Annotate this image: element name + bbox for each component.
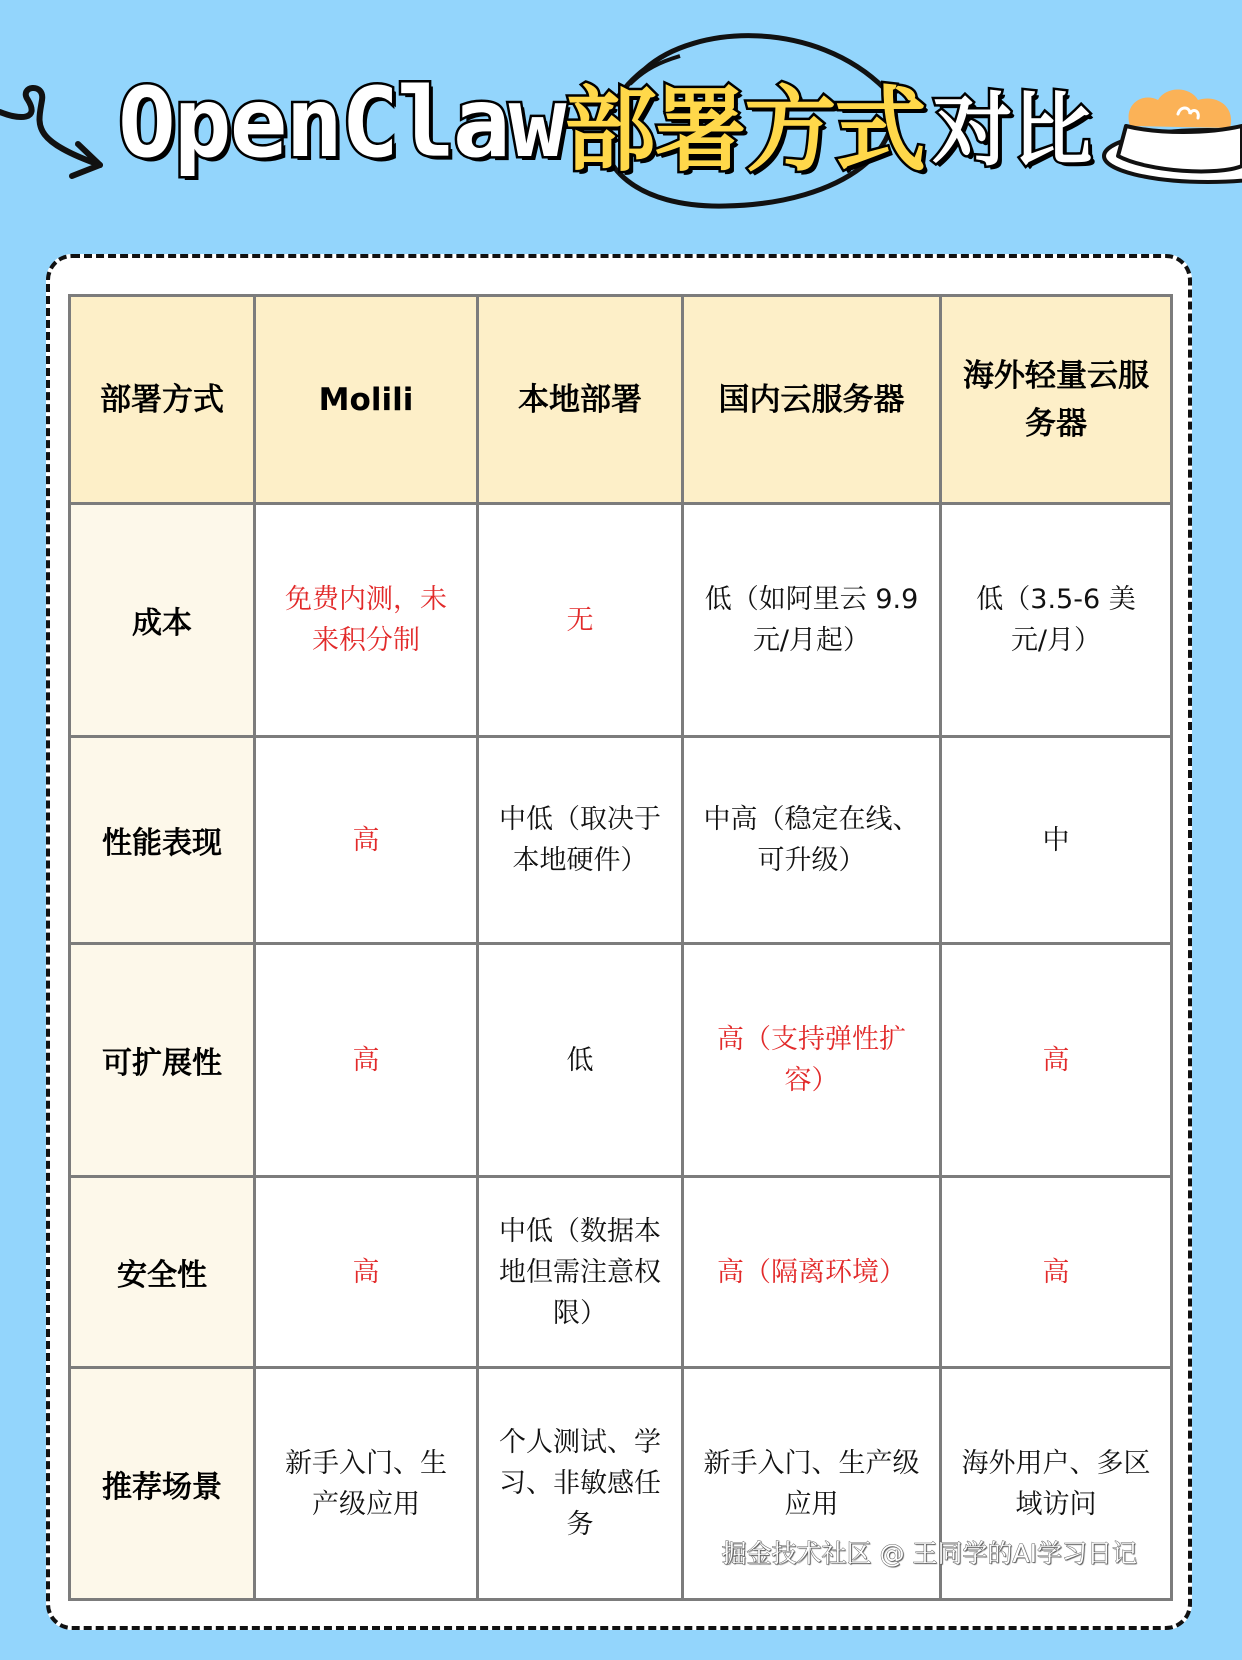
row-label: 性能表现 <box>70 737 255 944</box>
table-cell: 高 <box>255 737 478 944</box>
table-cell: 高 <box>255 1177 478 1368</box>
curly-arrow-icon <box>0 80 120 190</box>
table-cell: 中低（数据本地但需注意权限） <box>478 1177 683 1368</box>
table-cell: 中高（稳定在线、可升级） <box>683 737 941 944</box>
column-header: 海外轻量云服务器 <box>941 296 1172 504</box>
table-cell: 新手入门、生产级应用 <box>683 1368 941 1600</box>
title-suffix: 对比 <box>932 83 1093 177</box>
row-label: 可扩展性 <box>70 944 255 1177</box>
title-openclaw: OpenClaw <box>118 67 565 179</box>
table-cell: 个人测试、学习、非敏感任务 <box>478 1368 683 1600</box>
table-cell: 海外用户、多区域访问 <box>941 1368 1172 1600</box>
row-label: 成本 <box>70 504 255 737</box>
table-cell: 免费内测，未来积分制 <box>255 504 478 737</box>
table-cell: 高（支持弹性扩容） <box>683 944 941 1177</box>
title-highlight: 部署方式 <box>564 77 925 184</box>
food-bowl-icon <box>1098 84 1242 194</box>
header <box>0 0 1242 240</box>
table-cell: 低（3.5-6 美元/月） <box>941 504 1172 737</box>
column-header: 部署方式 <box>70 296 255 504</box>
table-cell: 低（如阿里云 9.9 元/月起） <box>683 504 941 737</box>
watermark: 掘金技术社区 @ 王同学的AI学习日记 <box>721 1539 1137 1568</box>
table-row <box>70 737 1172 944</box>
column-header: 本地部署 <box>478 296 683 504</box>
table-cell: 高 <box>941 1177 1172 1368</box>
table-cell: 新手入门、生产级应用 <box>255 1368 478 1600</box>
row-label: 安全性 <box>70 1177 255 1368</box>
column-header: Molili <box>255 296 478 504</box>
table-cell: 中 <box>941 737 1172 944</box>
table-cell: 高 <box>941 944 1172 1177</box>
table-row <box>70 504 1172 737</box>
table-cell: 中低（取决于本地硬件） <box>478 737 683 944</box>
comparison-card <box>46 254 1192 1630</box>
table-cell: 高（隔离环境） <box>683 1177 941 1368</box>
table-row <box>70 1177 1172 1368</box>
table-cell: 无 <box>478 504 683 737</box>
row-label: 推荐场景 <box>70 1368 255 1600</box>
page-title <box>118 67 1093 184</box>
column-header: 国内云服务器 <box>683 296 941 504</box>
table-row <box>70 944 1172 1177</box>
table-cell: 低 <box>478 944 683 1177</box>
comparison-table <box>68 294 1173 1601</box>
table-header-row <box>70 296 1172 504</box>
table-cell: 高 <box>255 944 478 1177</box>
